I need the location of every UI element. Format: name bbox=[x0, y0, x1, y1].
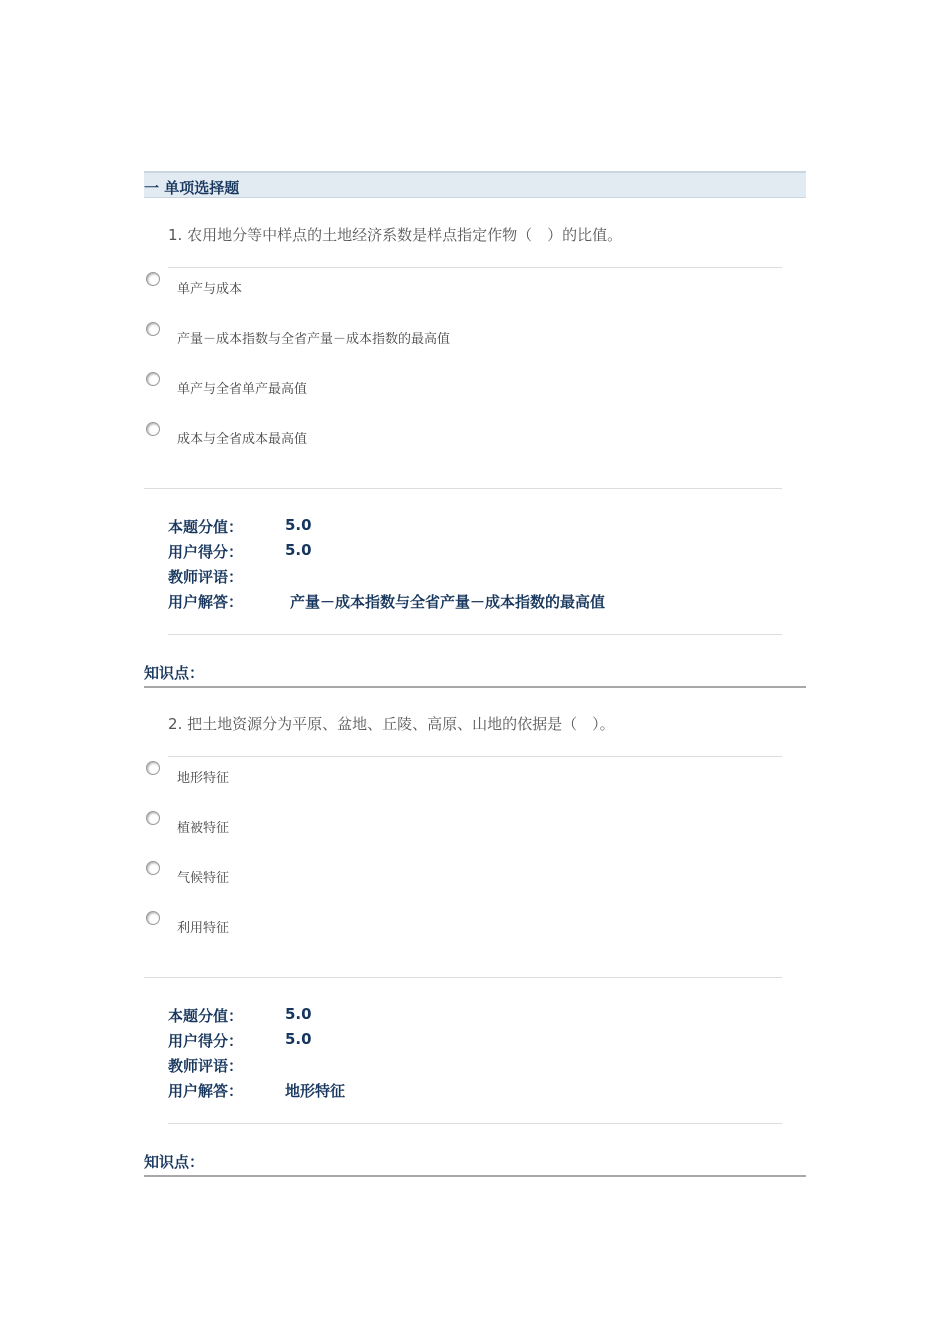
question-stem: 1. 农用地分等中样点的土地经济系数是样点指定作物（ ）的比值。 bbox=[168, 226, 623, 244]
user-answer-row bbox=[168, 591, 788, 615]
radio-button[interactable] bbox=[146, 911, 160, 925]
option-2[interactable] bbox=[144, 322, 784, 352]
divider bbox=[144, 488, 782, 489]
option-label: 单产与成本 bbox=[177, 282, 243, 297]
user-answer-row bbox=[168, 1080, 788, 1104]
option-label: 气候特征 bbox=[177, 871, 230, 886]
divider bbox=[168, 756, 782, 757]
user-answer-label: 用户解答： bbox=[168, 1082, 244, 1100]
user-answer-label: 用户解答： bbox=[168, 593, 244, 611]
teacher-comment-label: 教师评语： bbox=[168, 568, 244, 586]
section-header bbox=[144, 171, 806, 198]
question-stem: 2. 把土地资源分为平原、盆地、丘陵、高原、山地的依据是（ ）。 bbox=[168, 715, 615, 733]
score-value: 5.0 bbox=[285, 1005, 312, 1023]
divider bbox=[168, 1123, 782, 1124]
user-score-label: 用户得分： bbox=[168, 1032, 244, 1050]
option-label: 地形特征 bbox=[177, 771, 230, 786]
knowledge-point bbox=[144, 1151, 806, 1177]
score-value-label: 本题分值： bbox=[168, 518, 244, 536]
section-title: 一 单项选择题 bbox=[144, 179, 240, 197]
radio-button[interactable] bbox=[146, 322, 160, 336]
option-label: 单产与全省单产最高值 bbox=[177, 382, 308, 397]
user-answer: 产量－成本指数与全省产量－成本指数的最高值 bbox=[290, 593, 606, 611]
option-1[interactable] bbox=[144, 761, 784, 791]
score-value-row bbox=[168, 1005, 788, 1029]
user-score-row bbox=[168, 1030, 788, 1054]
radio-button[interactable] bbox=[146, 372, 160, 386]
option-4[interactable] bbox=[144, 422, 784, 452]
radio-button[interactable] bbox=[146, 861, 160, 875]
option-label: 产量－成本指数与全省产量－成本指数的最高值 bbox=[177, 332, 451, 347]
radio-button[interactable] bbox=[146, 422, 160, 436]
option-4[interactable] bbox=[144, 911, 784, 941]
knowledge-point-label: 知识点： bbox=[144, 664, 205, 682]
divider bbox=[144, 977, 782, 978]
user-score: 5.0 bbox=[285, 1030, 312, 1048]
user-answer: 地形特征 bbox=[285, 1082, 346, 1100]
user-score-row bbox=[168, 541, 788, 565]
divider bbox=[168, 267, 782, 268]
knowledge-point bbox=[144, 662, 806, 688]
radio-button[interactable] bbox=[146, 811, 160, 825]
option-label: 植被特征 bbox=[177, 821, 230, 836]
user-score: 5.0 bbox=[285, 541, 312, 559]
teacher-comment-label: 教师评语： bbox=[168, 1057, 244, 1075]
user-score-label: 用户得分： bbox=[168, 543, 244, 561]
knowledge-point-label: 知识点： bbox=[144, 1153, 205, 1171]
score-value-row bbox=[168, 516, 788, 540]
option-3[interactable] bbox=[144, 372, 784, 402]
divider bbox=[168, 634, 782, 635]
radio-button[interactable] bbox=[146, 272, 160, 286]
score-value-label: 本题分值： bbox=[168, 1007, 244, 1025]
teacher-comment-row bbox=[168, 566, 788, 590]
option-3[interactable] bbox=[144, 861, 784, 891]
teacher-comment-row bbox=[168, 1055, 788, 1079]
score-value: 5.0 bbox=[285, 516, 312, 534]
option-label: 利用特征 bbox=[177, 921, 230, 936]
option-2[interactable] bbox=[144, 811, 784, 841]
option-label: 成本与全省成本最高值 bbox=[177, 432, 308, 447]
radio-button[interactable] bbox=[146, 761, 160, 775]
option-1[interactable] bbox=[144, 272, 784, 302]
